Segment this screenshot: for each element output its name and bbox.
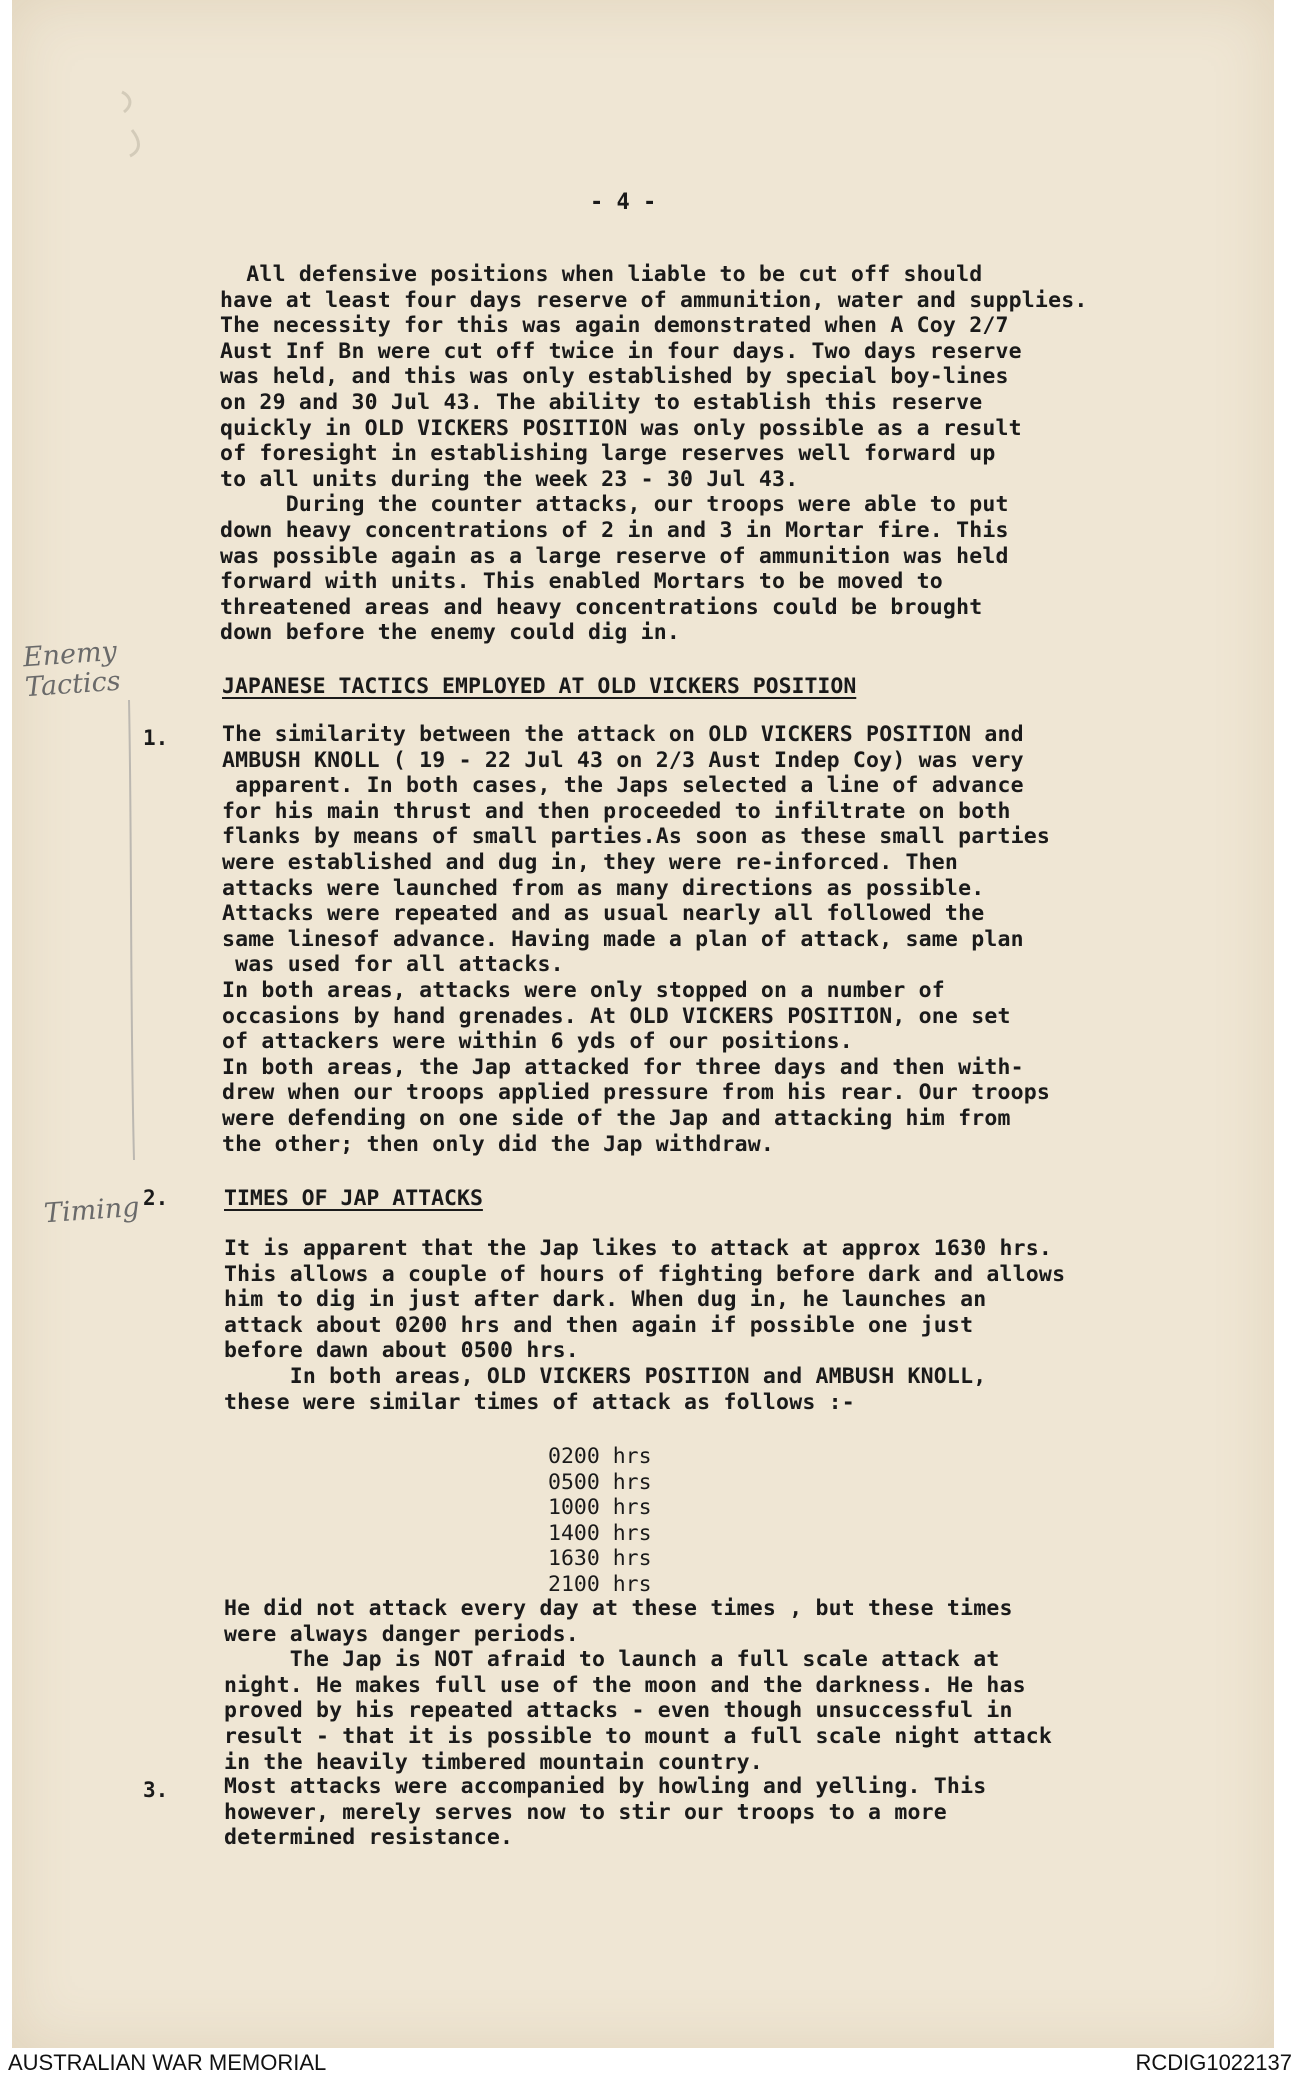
text-line: drew when our troops applied pressure from his rear. Our troops	[222, 1080, 1051, 1106]
text-line: forward with units. This enabled Mortars to be moved to	[220, 569, 943, 595]
text-line: have at least four days reserve of ammunition, water and supplies.	[220, 287, 1088, 313]
text-line: were defending on one side of the Jap and attacking him from	[222, 1105, 1011, 1131]
text-line: determined resistance.	[224, 1825, 514, 1851]
section-number-3: 3.	[143, 1778, 169, 1802]
margin-note-timing: Timing	[43, 1191, 141, 1230]
section-number-2: 2.	[143, 1186, 169, 1210]
text-line: to all units during the week 23 - 30 Jul 43.	[220, 466, 799, 492]
text-line: It is apparent that the Jap likes to attack at approx 1630 hrs.	[224, 1236, 1053, 1261]
attack-time: 2100 hrs	[548, 1571, 652, 1597]
text-line: before dawn about 0500 hrs.	[224, 1338, 579, 1364]
attack-times-list	[548, 1444, 652, 1598]
text-line: The similarity between the attack on OLD VICKERS POSITION and	[222, 722, 1024, 747]
text-line: in the heavily timbered mountain country.	[224, 1749, 763, 1775]
text-line: flanks by means of small parties.As soon as these small parties	[222, 824, 1051, 850]
text-line: for his main thrust and then proceeded to infiltrate on both	[222, 798, 1011, 824]
section-3-body	[224, 1774, 986, 1851]
section-2-continued	[224, 1596, 1052, 1775]
text-line: was held, and this was only established by special boy-lines	[220, 364, 1009, 390]
attack-time: 0500 hrs	[548, 1469, 652, 1495]
text-line: him to dig in just after dark. When dug in, he launches an	[224, 1287, 987, 1313]
text-line: apparent. In both cases, the Japs selected a line of advance	[222, 773, 1024, 799]
text-line: however, merely serves now to stir our troops to a more	[224, 1799, 947, 1825]
text-line: He did not attack every day at these times , but these times	[224, 1596, 1013, 1621]
footer-left-credit: AUSTRALIAN WAR MEMORIAL	[8, 2050, 327, 2075]
text-line: attack about 0200 hrs and then again if possible one just	[224, 1312, 974, 1338]
text-line: down before the enemy could dig in.	[220, 620, 681, 646]
text-line: of foresight in establishing large reserves well forward up	[220, 441, 996, 467]
attack-time: 0200 hrs	[548, 1444, 652, 1469]
text-line: night. He makes full use of the moon and the darkness. He has	[224, 1672, 1026, 1698]
text-line: the other; then only did the Jap withdraw.	[222, 1131, 775, 1157]
text-line: In both areas, the Jap attacked for three days and then with-	[222, 1054, 1024, 1080]
text-line: threatened areas and heavy concentrations could be brought	[220, 594, 983, 620]
text-line: proved by his repeated attacks - even though unsuccessful in	[224, 1698, 1013, 1724]
text-line: Aust Inf Bn were cut off twice in four days. Two days reserve	[220, 338, 1022, 364]
text-line: This allows a couple of hours of fighting before dark and allows	[224, 1261, 1066, 1287]
attack-time: 1630 hrs	[548, 1546, 652, 1572]
attack-time: 1400 hrs	[548, 1520, 652, 1546]
text-line: was used for all attacks.	[222, 952, 564, 978]
section-number-1: 1.	[143, 726, 169, 750]
page-number: - 4 -	[590, 190, 657, 215]
text-line: result - that it is possible to mount a full scale night attack	[224, 1723, 1053, 1749]
text-line: In both areas, attacks were only stopped on a number of	[222, 977, 945, 1003]
text-line: of attackers were within 6 yds of our positions.	[222, 1029, 853, 1055]
attack-time: 1000 hrs	[548, 1495, 652, 1521]
text-line: same linesof advance. Having made a plan of attack, same plan	[222, 926, 1024, 952]
margin-note-enemy-tactics: Enemy Tactics	[21, 635, 122, 704]
intro-paragraph	[220, 262, 1088, 646]
text-line: quickly in OLD VICKERS POSITION was only possible as a result	[220, 415, 1022, 441]
text-line: was possible again as a large reserve of ammunition was held	[220, 543, 1009, 569]
section-heading-times-of-jap-attacks: TIMES OF JAP ATTACKS	[224, 1186, 483, 1211]
text-line: were always danger periods.	[224, 1621, 579, 1647]
text-line: were established and dug in, they were re-inforced. Then	[222, 849, 959, 875]
section-2-body	[224, 1236, 1065, 1415]
section-heading-japanese-tactics: JAPANESE TACTICS EMPLOYED AT OLD VICKERS POSITION	[222, 674, 857, 699]
text-line: occasions by hand grenades. At OLD VICKERS POSITION, one set	[222, 1003, 1011, 1029]
text-line: AMBUSH KNOLL ( 19 - 22 Jul 43 on 2/3 Aust Indep Coy) was very	[222, 747, 1024, 773]
text-line: Attacks were repeated and as usual nearly all followed the	[222, 901, 985, 927]
text-line: All defensive positions when liable to be cut off should	[220, 262, 983, 287]
text-line: The Jap is NOT afraid to launch a full scale attack at	[224, 1647, 1000, 1673]
text-line: down heavy concentrations of 2 in and 3 in Mortar fire. This	[220, 517, 1009, 543]
text-line: attacks were launched from as many directions as possible.	[222, 875, 985, 901]
text-line: these were similar times of attack as follows :-	[224, 1389, 855, 1415]
text-line: on 29 and 30 Jul 43. The ability to establish this reserve	[220, 389, 983, 415]
text-line: The necessity for this was again demonstrated when A Coy 2/7	[220, 313, 1009, 339]
text-line: During the counter attacks, our troops were able to put	[220, 492, 1009, 518]
section-1-body	[222, 722, 1050, 1157]
text-line: Most attacks were accompanied by howling and yelling. This	[224, 1774, 987, 1799]
text-line: In both areas, OLD VICKERS POSITION and AMBUSH KNOLL,	[224, 1363, 987, 1389]
footer-right-id: RCDIG1022137	[1135, 2050, 1292, 2075]
